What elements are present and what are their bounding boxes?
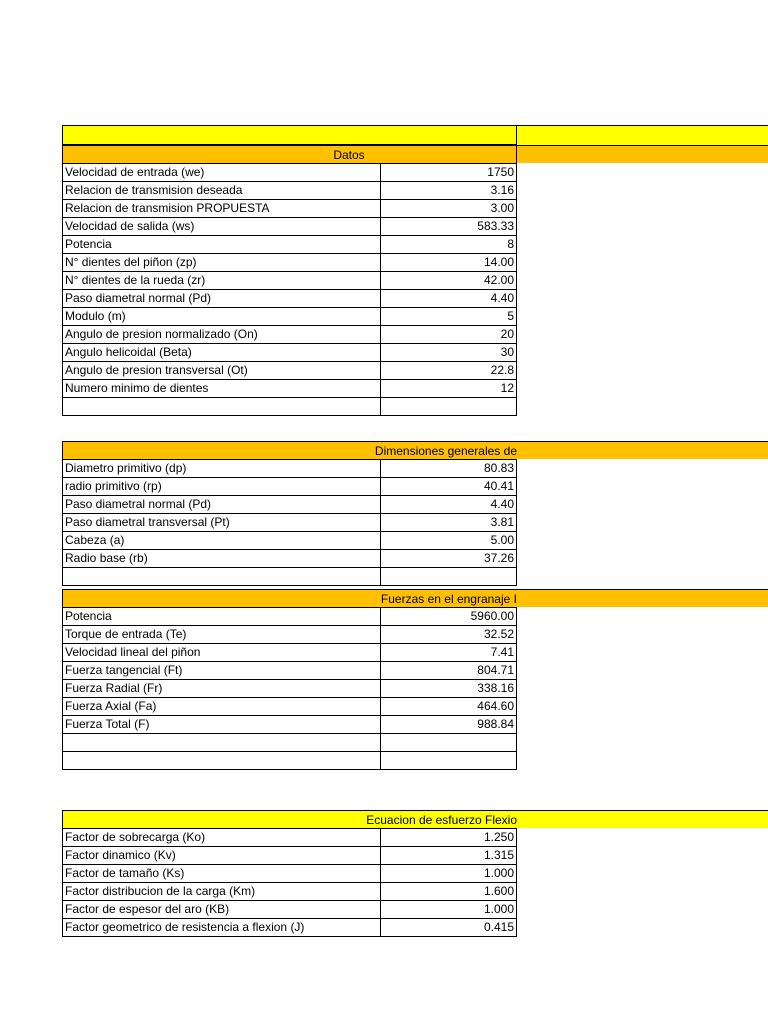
- flexion-title: Ecuacion de esfuerzo Flexio: [366, 813, 517, 827]
- cell-value[interactable]: 5: [381, 308, 517, 326]
- cell-value[interactable]: 3.81: [381, 514, 517, 532]
- table-row: [63, 680, 517, 698]
- flexion-table: [62, 828, 517, 937]
- cell-value[interactable]: 40.41: [381, 478, 517, 496]
- table-row: [63, 847, 517, 865]
- table-row: [63, 398, 517, 416]
- cell-value[interactable]: 20: [381, 326, 517, 344]
- table-row: [63, 865, 517, 883]
- table-row: [63, 883, 517, 901]
- cell-value[interactable]: 30: [381, 344, 517, 362]
- datos-table: [62, 163, 517, 416]
- table-row: [63, 734, 517, 752]
- title-band-border: [63, 126, 517, 145]
- cell-value[interactable]: 1.315: [381, 847, 517, 865]
- cell-label[interactable]: [63, 398, 381, 416]
- table-row: [63, 236, 517, 254]
- cell-value[interactable]: 804.71: [381, 662, 517, 680]
- cell-value[interactable]: 14.00: [381, 254, 517, 272]
- cell-value[interactable]: 4.40: [381, 496, 517, 514]
- cell-value[interactable]: 338.16: [381, 680, 517, 698]
- cell-label[interactable]: Radio base (rb): [63, 550, 381, 568]
- table-row: [63, 308, 517, 326]
- cell-label[interactable]: Factor de tamaño (Ks): [63, 865, 381, 883]
- cell-value[interactable]: [381, 568, 517, 586]
- cell-value[interactable]: 1.000: [381, 865, 517, 883]
- fuerzas-section: [62, 589, 768, 770]
- table-row: [63, 290, 517, 308]
- table-row: [63, 344, 517, 362]
- table-row: [63, 254, 517, 272]
- cell-value[interactable]: 8: [381, 236, 517, 254]
- cell-label[interactable]: Paso diametral normal (Pd): [63, 290, 381, 308]
- table-row: [63, 626, 517, 644]
- table-row: [63, 478, 517, 496]
- cell-value[interactable]: 12: [381, 380, 517, 398]
- table-row: [63, 716, 517, 734]
- cell-value[interactable]: 988.84: [381, 716, 517, 734]
- cell-label[interactable]: Factor geometrico de resistencia a flexion (J): [63, 919, 381, 937]
- cell-label[interactable]: Modulo (m): [63, 308, 381, 326]
- cell-label[interactable]: Factor de sobrecarga (Ko): [63, 829, 381, 847]
- cell-label[interactable]: Cabeza (a): [63, 532, 381, 550]
- table-row: [63, 380, 517, 398]
- fuerzas-table: [62, 607, 517, 770]
- cell-value[interactable]: 32.52: [381, 626, 517, 644]
- cell-value[interactable]: 22.8: [381, 362, 517, 380]
- cell-label[interactable]: Paso diametral normal (Pd): [63, 496, 381, 514]
- dimensiones-table: [62, 459, 517, 586]
- cell-label[interactable]: Fuerza Total (F): [63, 716, 381, 734]
- cell-label[interactable]: Numero minimo de dientes: [63, 380, 381, 398]
- cell-value[interactable]: [381, 734, 517, 752]
- cell-label[interactable]: Velocidad de salida (ws): [63, 218, 381, 236]
- cell-label[interactable]: N° dientes del piñon (zp): [63, 254, 381, 272]
- cell-value[interactable]: 583.33: [381, 218, 517, 236]
- table-row: [63, 550, 517, 568]
- table-row: [63, 568, 517, 586]
- cell-label[interactable]: Factor dinamico (Kv): [63, 847, 381, 865]
- table-row: [63, 326, 517, 344]
- cell-label[interactable]: [63, 752, 381, 770]
- table-row: [63, 460, 517, 478]
- table-row: [63, 164, 517, 182]
- datos-header: [62, 145, 768, 163]
- fuerzas-header: [62, 589, 768, 607]
- table-row: [63, 200, 517, 218]
- cell-value[interactable]: [381, 398, 517, 416]
- table-row: [63, 829, 517, 847]
- table-row: [63, 532, 517, 550]
- table-row: [63, 218, 517, 236]
- table-row: [63, 901, 517, 919]
- table-row: [63, 362, 517, 380]
- table-row: [63, 644, 517, 662]
- cell-label[interactable]: Velocidad de entrada (we): [63, 164, 381, 182]
- cell-label[interactable]: Relacion de transmision PROPUESTA: [63, 200, 381, 218]
- table-row: [63, 514, 517, 532]
- cell-value[interactable]: [381, 752, 517, 770]
- table-row: [63, 919, 517, 937]
- cell-value[interactable]: 5.00: [381, 532, 517, 550]
- cell-value[interactable]: 42.00: [381, 272, 517, 290]
- cell-label[interactable]: Fuerza tangencial (Ft): [63, 662, 381, 680]
- cell-value[interactable]: 37.26: [381, 550, 517, 568]
- cell-value[interactable]: 5960.00: [381, 608, 517, 626]
- table-row: [63, 608, 517, 626]
- datos-title: Datos: [333, 148, 365, 162]
- cell-label[interactable]: Angulo de presion normalizado (On): [63, 326, 381, 344]
- cell-label[interactable]: Factor distribucion de la carga (Km): [63, 883, 381, 901]
- cell-value[interactable]: 1.250: [381, 829, 517, 847]
- cell-value[interactable]: 464.60: [381, 698, 517, 716]
- table-row: [63, 698, 517, 716]
- cell-value[interactable]: 7.41: [381, 644, 517, 662]
- cell-value[interactable]: 1750: [381, 164, 517, 182]
- cell-label[interactable]: Fuerza Axial (Fa): [63, 698, 381, 716]
- cell-label[interactable]: Potencia: [63, 608, 381, 626]
- cell-label[interactable]: Potencia: [63, 236, 381, 254]
- cell-value[interactable]: 3.00: [381, 200, 517, 218]
- cell-value[interactable]: 1.600: [381, 883, 517, 901]
- cell-label[interactable]: Relacion de transmision deseada: [63, 182, 381, 200]
- cell-label[interactable]: Fuerza Radial (Fr): [63, 680, 381, 698]
- cell-label[interactable]: [63, 568, 381, 586]
- flexion-header: [62, 810, 768, 828]
- cell-label[interactable]: Diametro primitivo (dp): [63, 460, 381, 478]
- cell-label[interactable]: Torque de entrada (Te): [63, 626, 381, 644]
- table-row: [63, 272, 517, 290]
- cell-label[interactable]: radio primitivo (rp): [63, 478, 381, 496]
- cell-value[interactable]: 0.415: [381, 919, 517, 937]
- cell-value[interactable]: 3.16: [381, 182, 517, 200]
- cell-label[interactable]: Angulo de presion transversal (Ot): [63, 362, 381, 380]
- cell-label[interactable]: Factor de espesor del aro (KB): [63, 901, 381, 919]
- dimensiones-header: [62, 441, 768, 459]
- datos-section: [62, 145, 768, 416]
- cell-value[interactable]: 1.000: [381, 901, 517, 919]
- fuerzas-title: Fuerzas en el engranaje I: [380, 592, 517, 606]
- cell-label[interactable]: [63, 734, 381, 752]
- cell-label[interactable]: Angulo helicoidal (Beta): [63, 344, 381, 362]
- table-row: [63, 496, 517, 514]
- dimensiones-section: [62, 441, 768, 586]
- flexion-section: [62, 810, 768, 937]
- cell-label[interactable]: Paso diametral transversal (Pt): [63, 514, 381, 532]
- cell-label[interactable]: N° dientes de la rueda (zr): [63, 272, 381, 290]
- dimensiones-title: Dimensiones generales de: [374, 444, 517, 458]
- table-row: [63, 752, 517, 770]
- cell-value[interactable]: 80.83: [381, 460, 517, 478]
- table-row: [63, 662, 517, 680]
- cell-label[interactable]: Velocidad lineal del piñon: [63, 644, 381, 662]
- table-row: [63, 182, 517, 200]
- title-band: [62, 125, 768, 145]
- cell-value[interactable]: 4.40: [381, 290, 517, 308]
